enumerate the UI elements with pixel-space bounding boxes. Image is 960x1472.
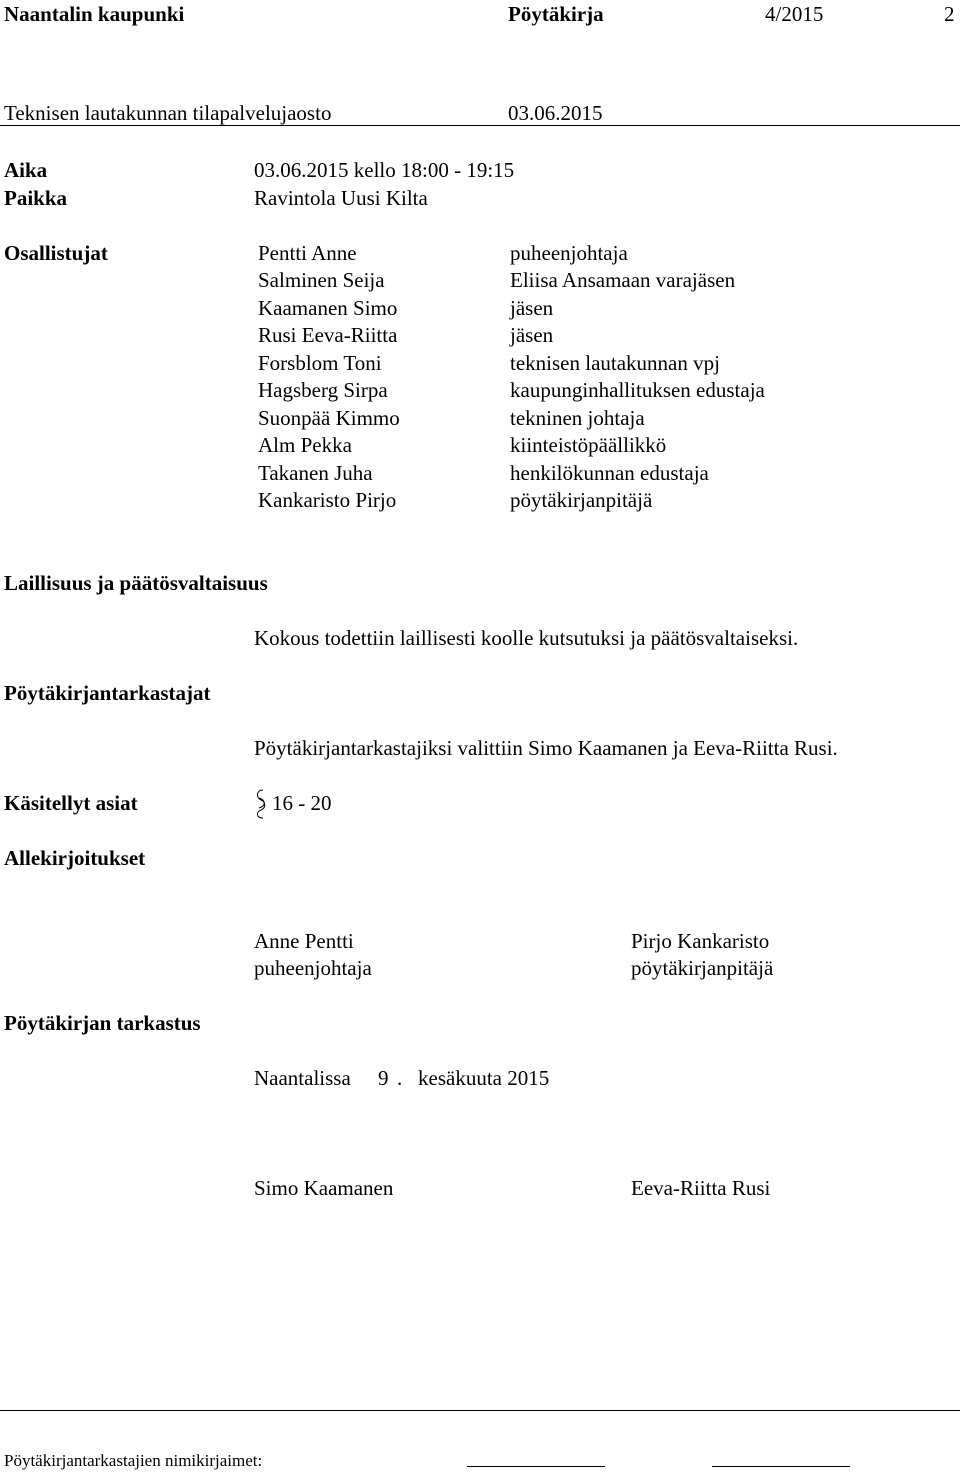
page-number: 2: [944, 2, 955, 26]
attendee-name: Alm Pekka: [258, 433, 352, 457]
review-day-dot: .: [397, 1066, 403, 1090]
time-value: 03.06.2015 kello 18:00 - 19:15: [254, 158, 515, 182]
legality-label: Laillisuus ja päätösvaltaisuus: [4, 571, 268, 595]
attendee-role: puheenjohtaja: [510, 241, 628, 265]
initials-label: Pöytäkirjantarkastajien nimikirjaimet:: [4, 1451, 263, 1470]
attendee-name: Salminen Seija: [258, 268, 385, 292]
attendee-name: Kaamanen Simo: [258, 296, 398, 320]
secretary-name: Pirjo Kankaristo: [631, 929, 770, 953]
attendee-role: kaupunginhallituksen edustaja: [510, 378, 765, 402]
attendees-label: Osallistujat: [4, 241, 108, 265]
attendee-name: Kankaristo Pirjo: [258, 488, 397, 512]
attendee-name: Rusi Eeva-Riitta: [258, 323, 398, 347]
signatures-label: Allekirjoitukset: [4, 846, 146, 870]
reviewers-text: Pöytäkirjantarkastajiksi valittiin Simo Kaamanen ja Eeva-Riitta Rusi.: [254, 736, 838, 760]
review-month-year: kesäkuuta 2015: [418, 1066, 550, 1090]
chair-name: Anne Pentti: [254, 929, 354, 953]
org-name: Naantalin kaupunki: [4, 2, 185, 26]
initials-line-left: [467, 1466, 605, 1467]
attendee-name: Pentti Anne: [258, 241, 357, 265]
reviewer-right-name: Eeva-Riitta Rusi: [631, 1176, 771, 1200]
attendee-role: kiinteistöpäällikkö: [510, 433, 667, 457]
legality-text: Kokous todettiin laillisesti koolle kutsutuksi ja päätösvaltaiseksi.: [254, 626, 799, 650]
attendee-name: Takanen Juha: [258, 461, 373, 485]
chair-role: puheenjohtaja: [254, 956, 372, 980]
reviewer-left-name: Simo Kaamanen: [254, 1176, 394, 1200]
doc-type: Pöytäkirja: [508, 2, 604, 26]
review-day: 9: [378, 1066, 389, 1090]
attendee-name: Hagsberg Sirpa: [258, 378, 388, 402]
secretary-role: pöytäkirjanpitäjä: [631, 956, 774, 980]
attendee-name: Suonpää Kimmo: [258, 406, 400, 430]
header-rule: [0, 125, 960, 126]
time-label: Aika: [4, 158, 48, 182]
attendee-role: tekninen johtaja: [510, 406, 645, 430]
attendee-role: teknisen lautakunnan vpj: [510, 351, 720, 375]
attendee-role: pöytäkirjanpitäjä: [510, 488, 653, 512]
attendee-role: jäsen: [510, 323, 554, 347]
section-sign-icon: [254, 788, 268, 822]
committee-name: Teknisen lautakunnan tilapalvelujaosto: [4, 101, 332, 125]
attendee-name: Forsblom Toni: [258, 351, 382, 375]
review-label: Pöytäkirjan tarkastus: [4, 1011, 201, 1035]
attendee-role: Eliisa Ansamaan varajäsen: [510, 268, 736, 292]
review-place: Naantalissa: [254, 1066, 351, 1090]
items-value: 16 - 20: [272, 791, 332, 815]
initials-line-right: [712, 1466, 850, 1467]
attendee-role: jäsen: [510, 296, 554, 320]
header-date: 03.06.2015: [508, 101, 603, 125]
footer-rule: [0, 1410, 960, 1411]
doc-number: 4/2015: [765, 2, 824, 26]
reviewers-label: Pöytäkirjantarkastajat: [4, 681, 211, 705]
items-label: Käsitellyt asiat: [4, 791, 138, 815]
attendee-role: henkilökunnan edustaja: [510, 461, 709, 485]
place-value: Ravintola Uusi Kilta: [254, 186, 428, 210]
place-label: Paikka: [4, 186, 68, 210]
